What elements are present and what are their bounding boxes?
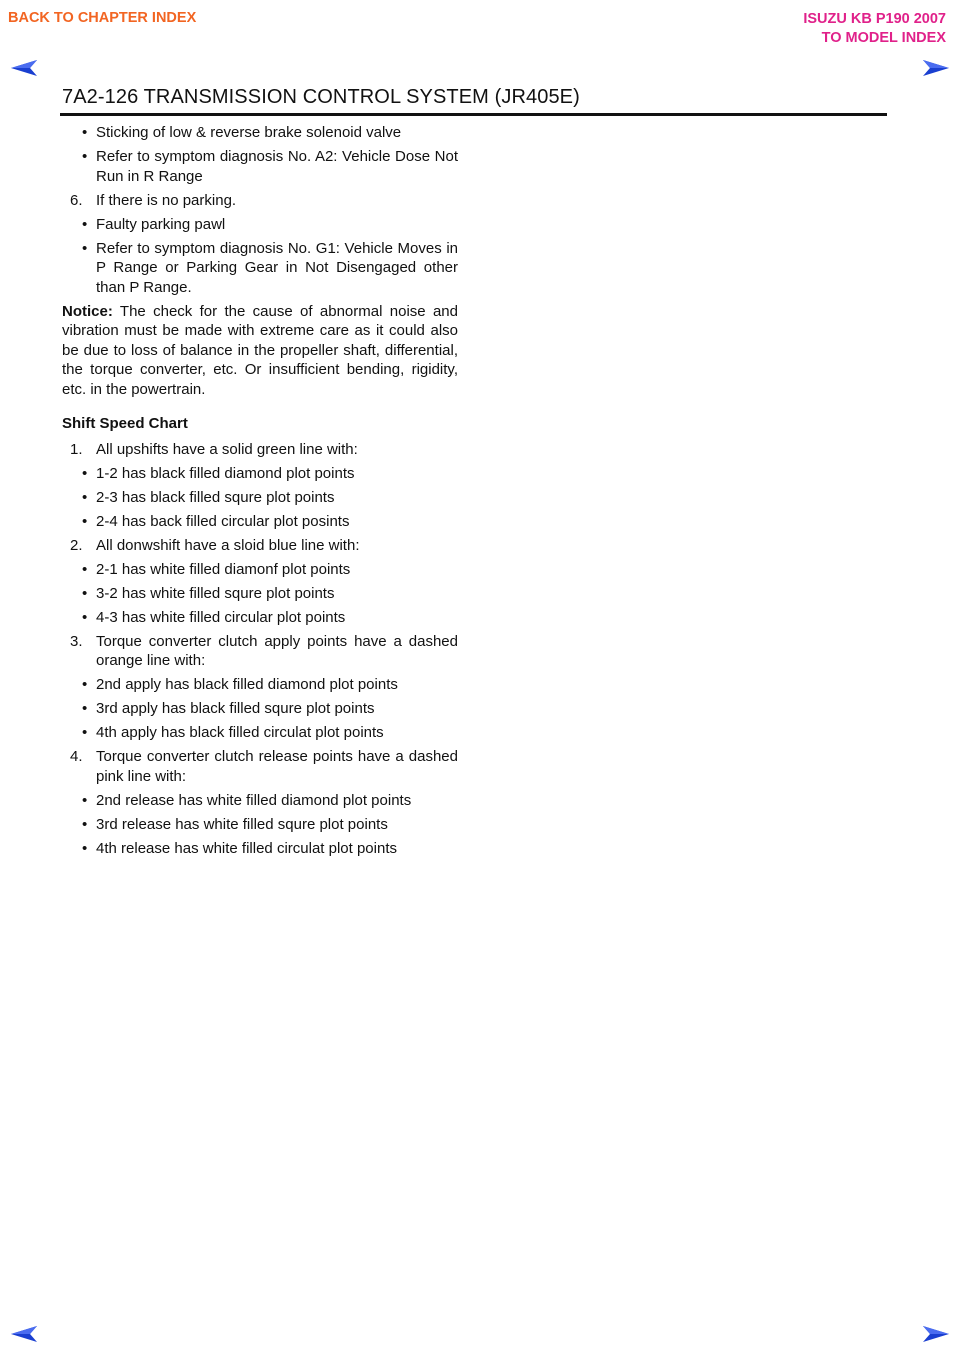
section-heading: Shift Speed Chart xyxy=(62,415,188,432)
item-number: 4. xyxy=(70,748,83,765)
list-item: • 2-1 has white filled diamonf plot points xyxy=(62,560,458,580)
item-number: 2. xyxy=(70,536,83,554)
list-item: • 2nd release has white filled diamond plot points xyxy=(62,791,458,811)
item-text: All upshifts have a solid green line with: xyxy=(96,440,358,458)
list-item: • 2nd apply has black filled diamond plot points xyxy=(62,675,458,695)
manual-body xyxy=(62,123,458,863)
list-item: • Refer to symptom diagnosis No. A2: Vehicle Dose Not Run in R Range xyxy=(62,147,458,186)
item-number: 3. xyxy=(70,632,83,650)
list-item: • 1-2 has black filled diamond plot points xyxy=(62,464,458,484)
numbered-item xyxy=(62,632,458,671)
list-item: • 4th apply has black filled circulat plot points xyxy=(62,723,458,743)
item-text: If there is no parking. xyxy=(96,191,237,209)
numbered-item xyxy=(62,536,458,556)
next-page-bottom-arrow-icon[interactable] xyxy=(922,1325,950,1343)
numbered-item xyxy=(62,440,458,460)
list-item: • 3rd apply has black filled squre plot points xyxy=(62,699,458,719)
model-name-label: ISUZU KB P190 2007 xyxy=(803,11,946,27)
list-item: • 4-3 has white filled circular plot points xyxy=(62,608,458,628)
notice-text: The check for the cause of abnormal noise and vibration must be made with extreme care as it could also be due to loss of balance in the propeller shaft, differential, the torque converter, etc. Or insufficient bending, rigidity, etc. in the powertrain. xyxy=(62,302,458,398)
list-item: • 4th release has white filled circulat plot points xyxy=(62,839,458,859)
list-item: • Refer to symptom diagnosis No. G1: Vehicle Moves in P Range or Parking Gear in Not Disengaged other than P Range. xyxy=(62,239,458,298)
back-to-chapter-index-link[interactable]: BACK TO CHAPTER INDEX xyxy=(8,10,197,26)
next-page-arrow-icon[interactable] xyxy=(922,59,950,77)
list-item: • 3rd release has white filled squre plot points xyxy=(62,815,458,835)
numbered-item xyxy=(62,747,458,786)
item-number: 1. xyxy=(70,440,83,458)
header-divider xyxy=(60,113,887,116)
list-item: • Sticking of low & reverse brake solenoid valve xyxy=(62,123,458,143)
previous-page-arrow-icon[interactable] xyxy=(10,59,38,77)
page-title: 7A2-126 TRANSMISSION CONTROL SYSTEM (JR405E) xyxy=(62,86,580,108)
list-item: • 2-4 has back filled circular plot posints xyxy=(62,512,458,532)
notice-label: Notice: xyxy=(62,302,113,320)
item-number: 6. xyxy=(70,191,83,209)
to-model-index-label: TO MODEL INDEX xyxy=(821,30,946,46)
list-item: • 2-3 has black filled squre plot points xyxy=(62,488,458,508)
to-model-index-link[interactable] xyxy=(803,10,946,48)
list-item: • Faulty parking pawl xyxy=(62,215,458,235)
item-text: Torque converter clutch apply points have a dashed orange line with: xyxy=(96,632,458,669)
item-text: All donwshift have a sloid blue line with: xyxy=(96,536,360,554)
numbered-item xyxy=(62,191,458,211)
list-item: • 3-2 has white filled squre plot points xyxy=(62,584,458,604)
previous-page-bottom-arrow-icon[interactable] xyxy=(10,1325,38,1343)
notice-paragraph xyxy=(62,302,458,400)
item-text: Torque converter clutch release points have a dashed pink line with: xyxy=(96,748,458,785)
